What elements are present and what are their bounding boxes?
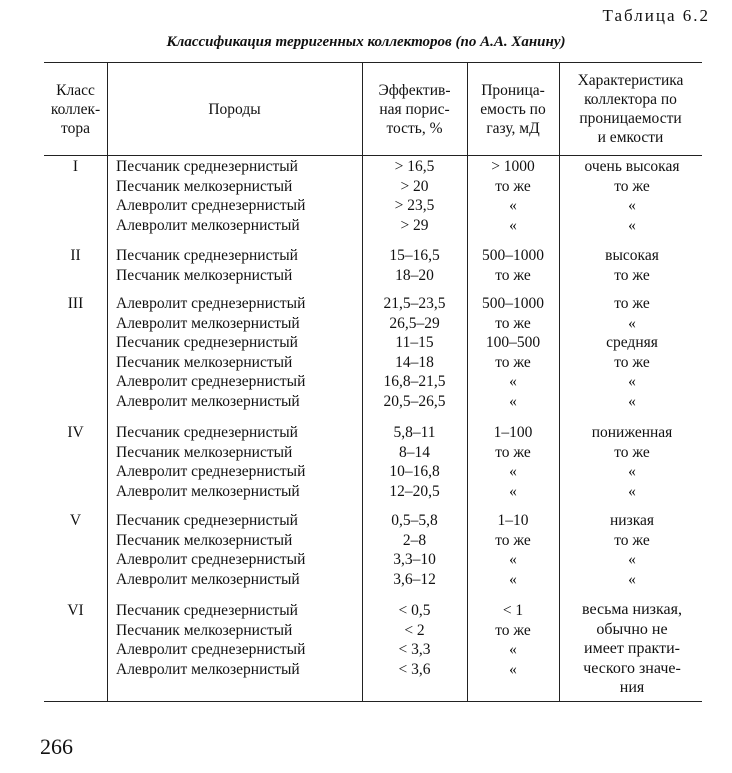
header-permeability-text: Проница- емость по газу, мД	[480, 81, 546, 137]
table-row	[44, 334, 702, 354]
rock-cell: Алевролит мелкозернистый	[116, 314, 300, 332]
characteristic-cell: «	[628, 551, 636, 568]
porosity-cell: 8–14	[399, 443, 430, 461]
rock-cell: Песчаник среднезернистый	[116, 247, 298, 264]
table-row	[44, 512, 702, 532]
class-cell: I	[72, 158, 79, 175]
header-characteristic	[559, 66, 702, 152]
permeability-cell: < 1	[502, 602, 524, 619]
table-row	[44, 424, 702, 444]
rock-cell: Песчаник мелкозернистый	[116, 177, 293, 195]
permeability-cell: «	[509, 197, 517, 214]
rock-cell: Алевролит мелкозернистый	[116, 392, 300, 410]
permeability-cell: 1–10	[497, 512, 529, 529]
permeability-cell: 1–100	[493, 424, 533, 441]
characteristic-cell: высокая	[605, 247, 659, 264]
class-cell: IV	[67, 424, 84, 441]
permeability-cell: «	[509, 392, 517, 410]
characteristic-cell: очень высокая	[584, 158, 680, 175]
permeability-cell: «	[509, 551, 517, 568]
rock-cell: Песчаник среднезернистый	[116, 158, 298, 175]
porosity-cell: > 23,5	[394, 197, 435, 214]
table-row	[44, 373, 702, 393]
rock-cell: Песчаник среднезернистый	[116, 424, 298, 441]
header-rocks	[107, 66, 362, 152]
permeability-cell: «	[509, 463, 517, 480]
permeability-cell: 100–500	[485, 334, 541, 351]
porosity-cell: 21,5–23,5	[383, 295, 446, 312]
rock-cell: Песчаник среднезернистый	[116, 334, 298, 351]
table-row	[44, 463, 702, 483]
permeability-cell: то же	[495, 266, 531, 284]
porosity-cell: < 3,6	[398, 660, 431, 678]
rock-cell: Песчаник мелкозернистый	[116, 621, 293, 639]
porosity-cell: 11–15	[395, 334, 434, 351]
porosity-cell: 10–16,8	[389, 463, 440, 480]
table-row	[44, 247, 702, 267]
rock-cell: Алевролит мелкозернистый	[116, 216, 300, 234]
table-row	[44, 551, 702, 571]
rock-cell: Песчаник среднезернистый	[116, 512, 298, 529]
permeability-cell: 500–1000	[482, 247, 544, 264]
rock-cell: Алевролит среднезернистый	[116, 295, 306, 312]
class-cell: II	[70, 247, 81, 264]
header-class	[44, 66, 107, 152]
characteristic-cell: «	[628, 570, 636, 588]
rock-cell: Алевролит мелкозернистый	[116, 570, 300, 588]
header-permeability	[467, 66, 559, 152]
porosity-cell: 18–20	[395, 266, 434, 284]
porosity-cell: 0,5–5,8	[391, 512, 438, 529]
table-row	[44, 483, 702, 503]
rock-cell: Алевролит среднезернистый	[116, 463, 306, 480]
header-porosity-text: Эффектив- ная порис- тость, %	[378, 81, 451, 137]
header-characteristic-text: Характеристика коллектора по проницаемости и емкости	[577, 72, 684, 146]
header-class-text: Класс коллек- тора	[50, 81, 101, 137]
table-row	[44, 444, 702, 464]
characteristic-cell: «	[628, 197, 636, 214]
table-row	[44, 217, 702, 237]
characteristic-cell: то же	[614, 353, 650, 371]
porosity-cell: > 16,5	[394, 158, 435, 175]
class-cell: III	[67, 295, 84, 312]
characteristic-cell: то же	[614, 295, 650, 312]
porosity-cell: < 2	[404, 621, 425, 639]
rock-cell: Алевролит мелкозернистый	[116, 660, 300, 678]
permeability-cell: > 1000	[491, 158, 535, 175]
table-top-rule	[44, 62, 702, 63]
header-porosity	[362, 66, 467, 152]
permeability-cell: «	[509, 660, 517, 678]
table-row	[44, 197, 702, 217]
porosity-cell: 12–20,5	[389, 482, 440, 500]
permeability-cell: 500–1000	[482, 295, 544, 312]
class-group	[44, 295, 702, 412]
porosity-cell: 5,8–11	[393, 424, 436, 441]
class-cell: VI	[67, 602, 84, 619]
page-number: 266	[40, 734, 73, 759]
porosity-cell: 20,5–26,5	[383, 392, 446, 410]
porosity-cell: < 0,5	[398, 602, 431, 619]
rock-cell: Алевролит среднезернистый	[116, 197, 306, 214]
characteristic-cell: то же	[614, 266, 650, 284]
header-bottom-rule	[44, 155, 702, 156]
permeability-cell: то же	[495, 443, 531, 461]
porosity-cell: 2–8	[402, 531, 427, 549]
table-row	[44, 295, 702, 315]
class-group	[44, 512, 702, 590]
class-cell: V	[69, 512, 82, 529]
characteristic-cell: «	[628, 463, 636, 480]
permeability-cell: «	[509, 482, 517, 500]
rock-cell: Алевролит среднезернистый	[116, 551, 306, 568]
characteristic-cell: «	[628, 392, 636, 410]
characteristic-cell: то же	[614, 443, 650, 461]
permeability-cell: то же	[495, 621, 531, 639]
permeability-cell: то же	[495, 531, 531, 549]
porosity-cell: 16,8–21,5	[383, 373, 446, 390]
rock-cell: Песчаник мелкозернистый	[116, 353, 293, 371]
header-rocks-text: Породы	[208, 100, 261, 118]
characteristic-cell: «	[628, 373, 636, 390]
permeability-cell: «	[509, 373, 517, 390]
table-row	[44, 315, 702, 335]
rock-cell: Алевролит мелкозернистый	[116, 482, 300, 500]
porosity-cell: 14–18	[395, 353, 434, 371]
class-group	[44, 158, 702, 236]
characteristic-cell: низкая	[609, 512, 655, 529]
porosity-cell: 3,3–10	[393, 551, 436, 568]
porosity-cell: 26,5–29	[389, 314, 440, 332]
permeability-cell: «	[509, 570, 517, 588]
table-row	[44, 158, 702, 178]
table-caption: Классификация терригенных коллекторов (по А.А. Ханину)	[166, 34, 566, 50]
permeability-cell: то же	[495, 314, 531, 332]
porosity-cell: 15–16,5	[389, 247, 440, 264]
rock-cell: Песчаник среднезернистый	[116, 602, 298, 619]
table-row	[44, 178, 702, 198]
characteristic-cell: средняя	[606, 334, 658, 351]
permeability-cell: то же	[495, 353, 531, 371]
characteristic-cell: весьма низкая, обычно не имеет практи- ческого значе- ния	[582, 601, 682, 696]
rock-cell: Песчаник мелкозернистый	[116, 266, 293, 284]
rock-cell: Песчаник мелкозернистый	[116, 531, 293, 549]
class-group	[44, 247, 702, 286]
rock-cell: Алевролит среднезернистый	[116, 373, 306, 390]
class-group	[44, 601, 702, 696]
porosity-cell: > 29	[400, 216, 429, 234]
characteristic-cell: «	[628, 216, 636, 234]
characteristic-cell: пониженная	[591, 424, 673, 441]
characteristic-cell: «	[628, 482, 636, 500]
table-row	[44, 354, 702, 374]
table-row	[44, 393, 702, 413]
porosity-cell: 3,6–12	[393, 570, 436, 588]
permeability-cell: «	[509, 216, 517, 234]
porosity-cell: < 3,3	[398, 641, 431, 658]
rock-cell: Алевролит среднезернистый	[116, 641, 306, 658]
table-bottom-rule	[44, 701, 702, 702]
permeability-cell: то же	[495, 177, 531, 195]
table-row	[44, 571, 702, 591]
porosity-cell: > 20	[400, 177, 429, 195]
characteristic-cell: «	[628, 314, 636, 332]
rock-cell: Песчаник мелкозернистый	[116, 443, 293, 461]
characteristic-cell: то же	[614, 531, 650, 549]
class-group	[44, 424, 702, 502]
table-row	[44, 267, 702, 287]
table-number: Таблица 6.2	[602, 6, 710, 25]
permeability-cell: «	[509, 641, 517, 658]
table-row	[44, 532, 702, 552]
characteristic-cell: то же	[614, 177, 650, 195]
